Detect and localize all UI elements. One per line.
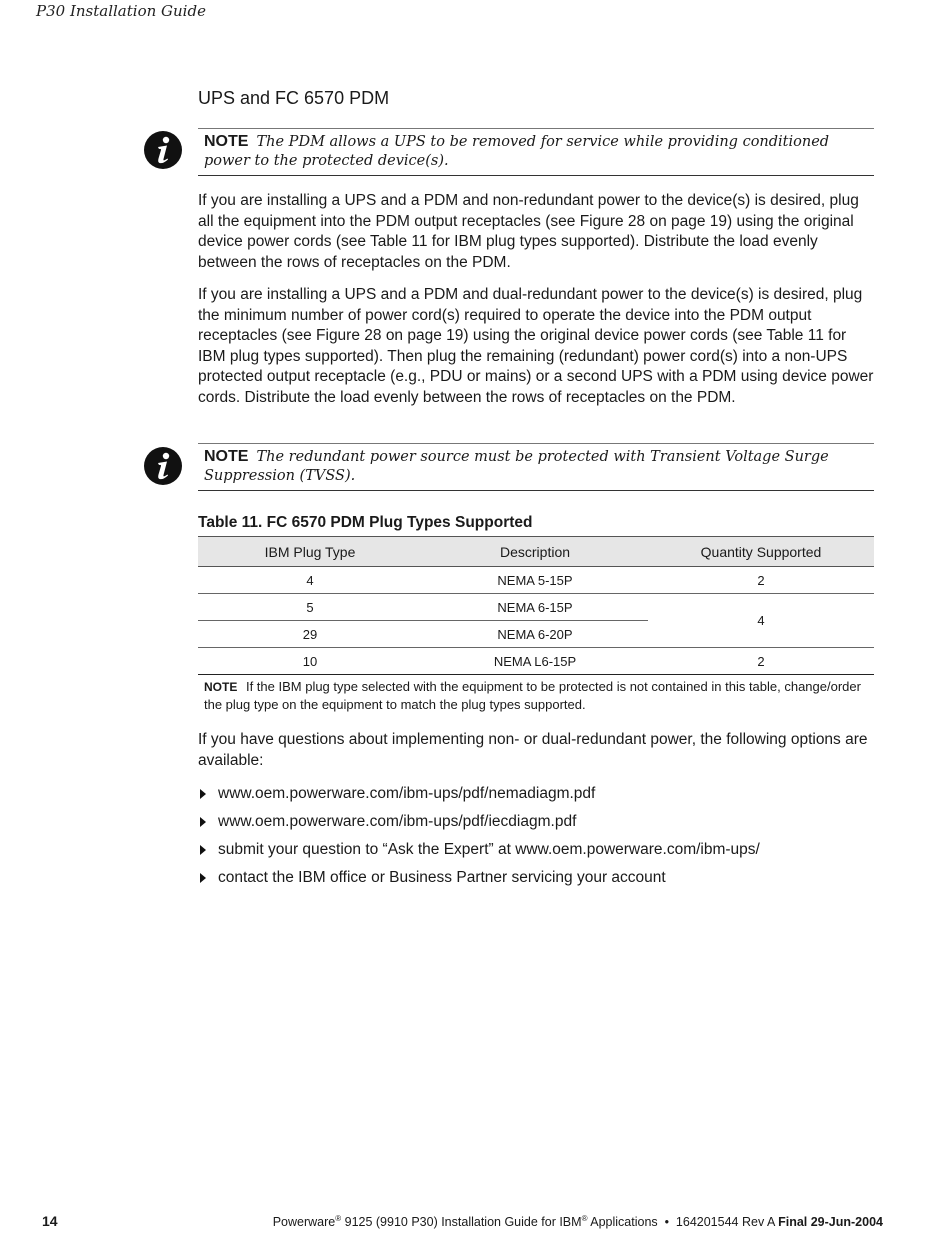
list-item-text[interactable]: www.oem.powerware.com/ibm-ups/pdf/nemadiagm.pdf [218,785,596,802]
triangle-bullet-icon [200,817,206,827]
note-text: The PDM allows a UPS to be removed for service while providing conditioned power to the protected device(s). [204,134,830,169]
triangle-bullet-icon [200,873,206,883]
triangle-bullet-icon [200,845,206,855]
list-item [198,836,760,864]
page-number: 14 [42,1213,58,1229]
plug-types-table [198,536,874,675]
body-paragraph: If you have questions about implementing non- or dual-redundant power, the following options are available: [198,731,868,769]
list-item [198,864,760,892]
footer-doc-title: 9125 (9910 P30) Installation Guide for IBM [341,1215,582,1230]
list-item [198,808,760,836]
table-header-cell: Description [422,537,648,567]
table-cell: 2 [648,648,874,675]
body-paragraph: If you are installing a UPS and a PDM and non-redundant power to the device(s) is desired, plug all the equipment into the PDM output receptacles (see Figure 28 on page 19) using the original device power cords (see Table 11 for IBM plug types supported). Distribute the load evenly between the rows of receptacles on the PDM. [198,192,859,271]
table-row [198,594,874,621]
table-cell: 5 [198,594,422,621]
table-caption: Table 11. FC 6570 PDM Plug Types Supported [198,514,533,531]
table-row [198,567,874,594]
table-header-cell: IBM Plug Type [198,537,422,567]
running-header: P30 Installation Guide [36,2,206,20]
info-icon [143,130,183,170]
table-cell: 2 [648,567,874,594]
triangle-bullet-icon [200,789,206,799]
table-cell: 4 [198,567,422,594]
footer-brand: Powerware [272,1215,336,1230]
footer-doc-info: Applications • 164201544 Rev A [587,1215,779,1230]
info-icon [143,446,183,486]
list-item-text: submit your question to “Ask the Expert” at www.oem.powerware.com/ibm-ups/ [218,841,760,858]
note-box [198,128,874,176]
table-cell: NEMA 6-20P [422,621,648,648]
table-note-label: NOTE [204,680,238,694]
table-cell: 29 [198,621,422,648]
list-item [198,780,760,808]
table-header-cell: Quantity Supported [648,537,874,567]
footer-text [273,1214,883,1229]
note-text: The redundant power source must be protected with Transient Voltage Surge Suppression (TVSS). [204,449,829,484]
registered-mark: ® [581,1214,588,1223]
options-list [198,780,760,892]
table-cell: 10 [198,648,422,675]
note-box [198,443,874,491]
table-row [198,648,874,675]
table-note [204,678,864,713]
section-title: UPS and FC 6570 PDM [198,88,390,108]
registered-mark: ® [335,1214,342,1223]
table-cell: NEMA 5-15P [422,567,648,594]
note-label: NOTE [204,448,249,465]
list-item-text: contact the IBM office or Business Partner servicing your account [218,869,666,886]
table-header-row [198,537,874,567]
list-item-text[interactable]: www.oem.powerware.com/ibm-ups/pdf/iecdiagm.pdf [218,813,577,830]
body-paragraph: If you are installing a UPS and a PDM and dual-redundant power to the device(s) is desired, plug the minimum number of power cord(s) required to operate the device into the PDM output receptacles (see Figure 28 on page 19) using the original device power cords (see Table 11 for IBM plug types supported). Then plug the remaining (redundant) power cord(s) into a non-UPS protected output receptacle (e.g., PDU or mains) or a second UPS with a PDM using device power cords. Distribute the load evenly between the rows of receptacles on the PDM. [198,286,874,406]
table-cell: NEMA 6-15P [422,594,648,621]
table-cell: NEMA L6-15P [422,648,648,675]
table-cell: 4 [648,594,874,648]
footer-status: Final 29-Jun-2004 [778,1215,883,1230]
note-label: NOTE [204,133,249,150]
table-note-text: If the IBM plug type selected with the equipment to be protected is not contained in this table, change/order the plug type on the equipment to match the plug types supported. [204,679,861,712]
